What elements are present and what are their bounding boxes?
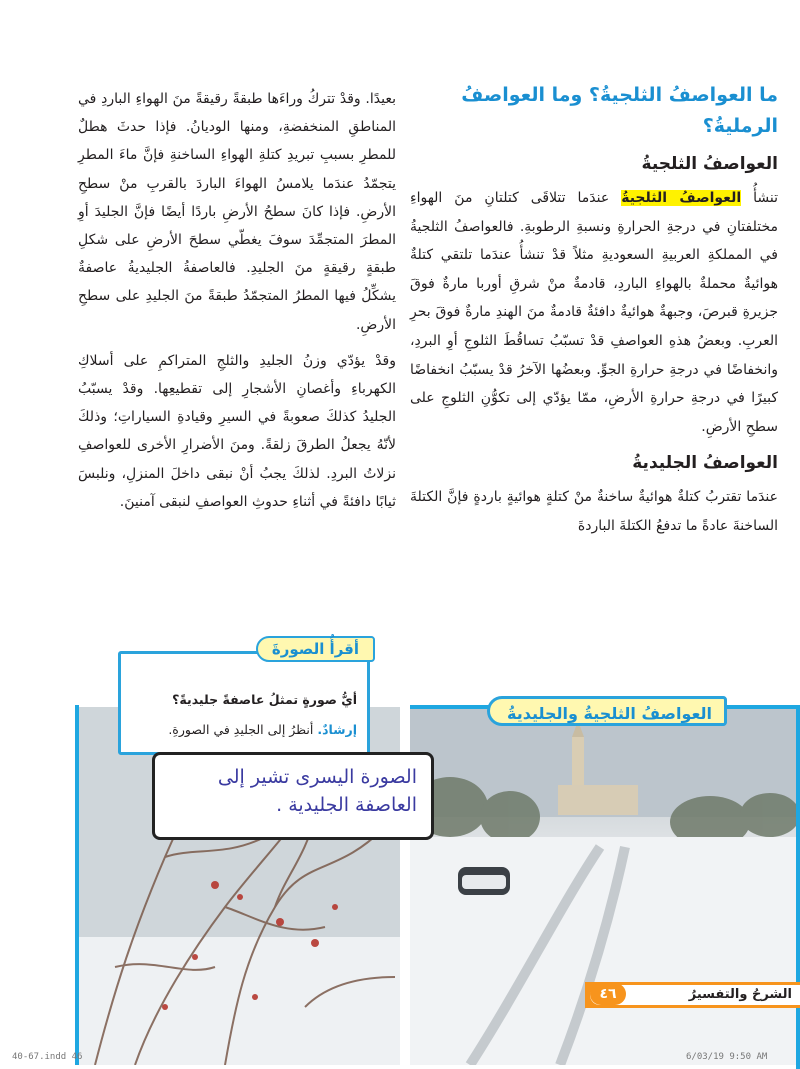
footer-label: الشرحُ والتفسيرُ bbox=[688, 987, 792, 1002]
page-number: ٤٦ bbox=[590, 983, 626, 1005]
ice-storms-heading: العواصفُ الجليديةُ bbox=[632, 453, 778, 474]
ice-storm-continued-paragraph: بعيدًا. وقدْ تتركُ وراءَها طبقةً رقيقةً منَ الهواءِ الباردِ في المناطقِ المنخفضةِ، ومنها الوديانُ. فإذا حدثَ هطلٌ للمطرِ بسببِ تبريدِ كتلةِ الهواءِ الساخنةِ فإنَّ ماءَ المطرِ يتجمّدُ عندَما يلامسُ الهواءَ الباردَ بالقربِ منْ سطحِ الأرضِ. فإذا كانَ سطحُ الأرضِ باردًا أيضًا فإنَّ الجليدَ أوِ المطرَ المتجمِّدَ سوفَ يغطّي سطحَ الأرضِ على شكلِ طبقةٍ رقيقةٍ منَ الجليدِ. فالعاصفةُ الجليديةُ عاصفةٌ يشكِّلُ فيها المطرُ المتجمّدُ طبقةً منَ الجليدِ على سطحِ الأرضِ. bbox=[78, 91, 396, 333]
paragraph-lead: تنشأُ bbox=[741, 190, 779, 206]
snow-storms-heading: العواصفُ الثلجيةُ bbox=[641, 154, 778, 174]
ice-storms-paragraph: عندَما تقتربُ كتلةٌ هوائيةٌ ساخنةٌ منْ كتلةٍ هوائيةٍ باردةٍ فإنَّ الكتلةَ الساخنةَ عادةً ما تدفعُ الكتلةَ الباردةَ bbox=[410, 489, 778, 534]
hint-text: أنظرُ إلى الجليدِ في الصورةِ. bbox=[168, 722, 318, 737]
print-slug-right: 6/03/19 9:50 AM bbox=[686, 1052, 768, 1062]
question-line-2: الرمليةُ؟ bbox=[702, 115, 778, 137]
question-line-1: ما العواصفُ الثلجيةُ؟ وما العواصفُ bbox=[461, 84, 778, 106]
print-slug-left: 40-67.indd 46 bbox=[12, 1052, 83, 1062]
read-picture-tab: أقرأُ الصورةَ bbox=[256, 636, 375, 662]
left-column bbox=[78, 85, 396, 524]
read-picture-box bbox=[118, 640, 370, 755]
lesson-question bbox=[410, 80, 778, 142]
hint-label: إرشادٌ. bbox=[317, 722, 357, 737]
answer-note: الصورة اليسرى تشير إلى العاصفة الجليدية . bbox=[152, 752, 434, 840]
read-picture-hint bbox=[168, 722, 357, 737]
ice-damage-paragraph: وقدْ يؤدّي وزنُ الجليدِ والثلجِ المتراكمِ على أسلاكِ الكهرباءِ وأغصانِ الأشجارِ إلى تقطيعِها. وقدْ يسبّبُ الجليدُ كذلكَ صعوبةً في السيرِ وقيادةِ السياراتِ؛ وذلكَ لأنّهُ يجعلُ الطرقَ زلقةً. ومنَ الأضرارِ الأخرى للعواصفِ نزلاتُ البردِ. لذلكَ يجبُ أنْ نبقى داخلَ المنزلِ، ونلبسَ ثيابًا دافئةً في أثناءِ حدوثِ العواصفِ لنبقى آمنينَ. bbox=[78, 352, 396, 510]
highlighted-term: العواصفُ الثلجيةُ bbox=[621, 190, 742, 206]
right-column bbox=[410, 80, 778, 549]
snow-storms-paragraph bbox=[410, 184, 778, 441]
right-photo-frame bbox=[410, 705, 800, 1069]
paragraph-rest: عندَما تتلاقَى كتلتانِ منَ الهواءِ مختلفتانِ في درجةِ الحرارةِ ونسبةِ الرطوبةِ. فالعواصفُ الثلجيةُ في المملكةِ العربيةِ السعوديةِ مثلاً قدْ تنشأُ عندَما تلتقي كتلةٌ هوائيةٌ محملةٌ بالهواءِ الباردِ، قادمةٌ منْ شرقِ أوربا مارةٌ فوقَ جزيرةِ قبرصَ، وجبهةٌ هوائيةٌ دافئةٌ قادمةٌ منَ الهندِ مارةٌ فوقَ بحرِ العربِ. وبعضُ هذهِ العواصفِ قدْ تسبّبُ تساقُطَ الثلوجِ أوِ البردِ، وانخفاضًا في درجةِ حرارةِ الجوِّ. وبعضُها الآخرُ قدْ يسبّبُ انخفاضًا كبيرًا في درجةِ حرارةِ الأرضِ، ممّا يؤدّي إلى تكوُّنِ الثلوجِ على سطحِ الأرضِ. bbox=[410, 190, 778, 435]
read-picture-question: أيُّ صورةٍ تمثلُ عاصفةً جليديةً؟ bbox=[172, 692, 357, 707]
section-label: العواصفُ الثلجيةُ والجليديةُ bbox=[487, 696, 727, 726]
